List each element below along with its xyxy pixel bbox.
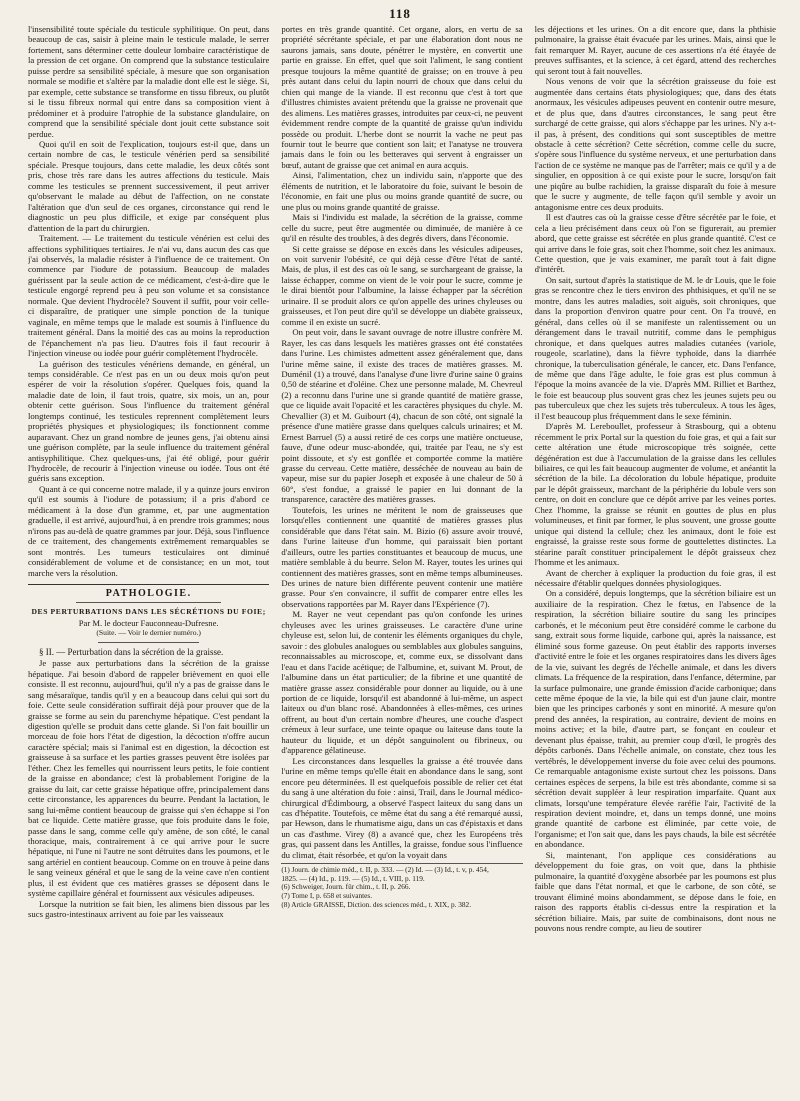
paragraph: Je passe aux perturbations dans la sécrétion de la graisse hépatique. J'ai besoin d'abord de rappeler brièvement en quoi elle consiste. Il est reconnu, aujourd'hui, qu'il n'y a pas de graisse dans le sang mésaraïque, tandis qu'il y en a beaucoup dans celui qui sort du foie. Cette seule considération suffirait déjà pour prouver que de la graisse se forme au sein du parenchyme hépatique. C'est pendant la digestion qu'elle se produit dans cette glande. Si l'on fait bouillir un morceau de foie hors l'état de digestion, la décoction n'offre aucun caractère spécial; mais si l'animal est en digestion, la décoction est graisseuse à sa surface et les parties grasses peuvent être isolées par l'éther. Chez les femelles qui nourrissent leurs petits, le foie contient de la graisse en abondance; c'est là probablement l'origine de la graisse du lait, car cette graisse hépatique offre, principalement dans cette circonstance, les apparences du beurre. Pendant la lactation, le sang lui-même contient beaucoup de graisse qui s'en échappe si l'on bat ce liquide. Cette matière grasse, que fois produite dans le foie, passe dans le sang, comme celle qu'y amène, de son côté, le canal thoracique, mais, contrairement à ce qui arrive pour le sucre hépatique, ni l'une ni l'autre ne sont détruites dans les poumons, et le sang artériel en contient beaucoup. Comme on en trouve à peine dans le sang veineux général et que le sang de la veine cave n'en contient plus, il est évident que ces matières grasses se déposent dans le système capillaire général et fournissent aux vésicules adipeuses. bbox=[28, 658, 270, 899]
column-1 bbox=[28, 24, 269, 1092]
section-divider bbox=[28, 584, 269, 585]
paragraph: Si cette graisse se dépose en excès dans les vésicules adipeuses, on voit survenir l'obésité, ce qui déjà cesse d'être l'état de santé. Mais, de plus, il est des cas où le sang, se surchargeant de graisse, la laisse échapper, comme on vient de le voir pour le sucre, comme je le dirai bientôt pour l'albumine, la laisse échapper par la sécrétion urinaire. Il se produit alors ce qu'on appelle des urines chyleuses ou graisseuses, et l'on peut dire qu'il se développe un diabète graisseux, comme il en existe un sucré. bbox=[281, 243, 523, 327]
column-3 bbox=[535, 24, 776, 1092]
paragraph: Avant de chercher à expliquer la production du foie gras, il est nécessaire d'établir quelques données physiologiques. bbox=[534, 567, 776, 589]
section-heading: PATHOLOGIE. bbox=[105, 588, 192, 600]
paragraph: Les circonstances dans lesquelles la graisse a été trouvée dans l'urine en même temps qu'elle était en abondance dans le sang, sont encore peu déterminées. Il est quelquefois possible de relier cet état du sang à une altération du foie : ainsi, Trail, dans le Journal médico-chirurgical d'Édimbourg, a observé l'aspect laiteux du sang dans un cas d'hépatite. Toutefois, ce même état du sang a été remarqué aussi, par Hewson, dans le rhumatisme aigu, dans un cas d'épistaxis et dans un cas d'asthme. Virey (8) a avancé que, chez les Européens très gras, qui passent dans les Antilles, la graisse, fondue sous l'influence du climat, était résorbée, et qu'on la voyait dans bbox=[281, 755, 523, 860]
paragraph: Nous venons de voir que la sécrétion graisseuse du foie est augmentée dans certains états physiologiques; que, dans des états anormaux, les vésicules adipeuses peuvent en contenir outre mesure, et de plus que, dans d'autres circonstances, le sang peut être surchargé de cette graisse, qui alors s'échappe par les urines. N'y a-t-il pas, à présent, des conditions qui sont susceptibles de mettre obstacle à cette sécrétion? Cette sécrétion, comme celle du sucre, s'opère sous l'influence du système nerveux, et une perturbation dans l'action de ce système ne manque pas de l'arrêter; mais ce qu'il y a de singulier, en opposition à ce qui existe pour le sucre, lorsqu'on fait une piqûre au bulbe rachidien, la graisse disparaît du foie à mesure que le sucre y augmente, de telle façon qu'il semble y avoir un antagonisme entre ces deux produits. bbox=[534, 76, 776, 212]
footnote: (7) Tome I, p. 658 et suivantes. bbox=[281, 891, 373, 901]
paragraph: On a considéré, depuis longtemps, que la sécrétion biliaire est un auxiliaire de la respiration. Chez le fœtus, en l'absence de la respiration, la sécrétion biliaire soutire du sang les principes carbonés, et le méconium peut être considéré comme le carbone du sang, extrait sous forme liquide, carbone qui, après la naissance, est éliminé sous forme gazeuse. On peut établir des rapports inverses d'activité entre le foie et les organes respiratoires dans les divers âges de la vie, suivant les degrés de l'échelle animale, et dans les divers climats. La fréquence de la respiration, dans l'enfance, détermine, par la surface pulmonaire, une grande émission d'acide carbonique; dans cette même époque de la vie, la bile qui est d'un jaune clair, montre bien que les principes carbonés y sont en minorité. A mesure qu'on prend des années, la respiration, au contraire, devient de moins en moins active; et la bile, d'autre part, se fonçant en couleur et devenant plus épaisse, trahit, au premier coup d'œil, le progrès des dépôts carbonés. Dans l'échelle animale, on constate, chez tous les vertébrés, le développement inverse du foie avec celui des poumons. Ce remarquable antagonisme existe surtout chez les poissons. Dans certaines espèces de serpens, la bile est très abondante, comme si sa sécrétion devait suppléer à leur respiration imparfaite. Quant aux climats, lorsqu'une température élevée raréfie l'air, l'activité de la respiration devient moindre, et, dans un temps donné, une moins grande quantité de carbone est éliminée, par cette voie, de l'organisme; et l'on sait que, dans les pays chauds, la bile est sécrétée en abondance. bbox=[534, 588, 776, 850]
paragraph: Il est d'autres cas où la graisse cesse d'être sécrétée par le foie, et cela a lieu précisément dans ceux où l'on se figurerait, au premier abord, que cette graisse est sécrétée en plus grande quantité. C'est ce qui arrive dans le foie gras, soit chez l'homme, soit chez les animaux. Cette question, que je vais examiner, me paraît tout à fait digne d'intérêt. bbox=[534, 212, 776, 275]
paragraph: Si, maintenant, l'on applique ces considérations au développement du foie gras, on voit que, dans la phthisie pulmonaire, la quantité d'oxygène absorbée par les poumons est plus faible que dans l'état normal, et que le carbone, de son côté, se trouvant éliminé moins abondamment, se dépose dans le foie, en raison des rapports établis ci-dessus entre la respiration et la sécrétion biliaire. Mais, par suite de combinaisons, dont nous ne pouvons nous rendre compte, au lieu de soutirer bbox=[534, 849, 776, 933]
article-title: DES PERTURBATIONS DANS LES SÉCRÉTIONS DU FOIE; bbox=[31, 607, 266, 617]
article-continuation-note: (Suite. — Voir le dernier numéro.) bbox=[96, 628, 201, 638]
article-divider bbox=[98, 642, 199, 643]
footnote: (6) Schweiger, Journ. für chim., t. II, p. 266. bbox=[281, 882, 411, 892]
text-columns bbox=[28, 24, 776, 1092]
paragraph: l'insensibilité toute spéciale du testicule syphilitique. On peut, dans beaucoup de cas, saisir à pleine main le testicule malade, le serrer fortement, sans déterminer cette douleur lombaire caractéristique de la pression de cet organe. On comprend que la substance testiculaire puisse perdre sa sensibilité spéciale, à mesure que son organisation normale se modifie et s'altère par la maladie dont elle est le siège. Si, par exemple, cette substance se transforme en tissu fibreux, ou plutôt si le tissu fibreux normal qui entre dans sa composition vient à prédominer et à produire l'atrophie de la substance glandulaire, on comprend que la sensibilité spéciale dont jouit cette substance soit perdue. bbox=[28, 24, 270, 139]
paragraph: D'après M. Lereboullet, professeur à Strasbourg, qui a obtenu récemment le prix Portal sur la question du foie gras, et qui a fait sur cette altération une étude microscopique très soignée, cette dégénération est due à l'accumulation de la graisse dans les cellules biliaires, ce qui les fait beaucoup augmenter de volume, et anéantit la sécrétion de la bile. La décoloration du lobule hépatique, produite par le dépôt graisseux, marchant de la périphérie du lobule vers son centre, on doit en conclure que ce dépôt arrive par les veines portes. Chez l'homme, la graisse se réunit en gouttes de plus en plus volumineuses, et finit par former, le plus souvent, une grosse goutte unique qui distend la cellule; chez les animaux, dont le foie est engraissé, la graisse reste sous forme de gouttelettes distinctes. La stéarine paraît constituer principalement le dépôt graisseux chez l'homme et les animaux. bbox=[534, 421, 776, 568]
paragraph: portes en très grande quantité. Cet organe, alors, en vertu de sa propriété sécrétante spéciale, et par une élaboration dont nous ne saurons jamais, sans doute, pénétrer le mystère, en convertit une partie en graisse. En effet, quel que soit l'aliment, le sang contient presque toujours la même quantité de graisse; on en trouve à peu près autant dans celui du lapin nourri de choux que dans celui du chien qui mange de la viande. Il est reconnu que c'est à tort que d'illustres chimistes avaient prétendu que la graisse ne provenait que des alimens. Les matières grasses, introduites par ceux-ci, ne peuvent évidemment rendre compte de la quantité de graisse qu'un individu possède ou produit. L'herbe dont se nourrit la vache ne peut pas fournir tout le beurre que contient son lait; et l'anatyse ne trouvera jamais dans le foin ou les betteraves qui servent à engraisser un bœuf, autant de graisse que cet animal en aura acquis. bbox=[281, 24, 523, 170]
footnote: (1) Journ. de chimie méd., t. II, p. 333. — (2) Id. — (3) Id., t. v, p. 454, bbox=[281, 865, 489, 875]
paragraph: Quoi qu'il en soit de l'explication, toujours est-il que, dans un certain nombre de cas, le testicule vénérien perd sa sensibilité spéciale. Presque toujours, dans cette maladie, les deux côtés sont pris, chose très rare dans les autres affections du testicule. Mais comme les testicules se prennent successivement, il peut arriver qu'observant le malade au début de l'affection, on ne constate l'altération que d'un seul de ces organes, circonstance qui rend le diagnostic un peu plus difficile, et exige par conséquent plus d'attention de la part du chirurgien. bbox=[28, 138, 270, 233]
section-divider bbox=[76, 602, 221, 603]
paragraph: Lorsque la nutrition se fait bien, les alimens bien dissous par les sucs gastro-intestinaux arrivent au foie par les vaisseaux bbox=[28, 898, 270, 920]
paragraph: Mais si l'individu est malade, la sécrétion de la graisse, comme celle du sucre, peut être augmentée ou diminuée, de manière à ce qu'il en résulte des troubles, à des degrés divers, dans l'économie. bbox=[281, 212, 523, 244]
paragraph: Quant à ce qui concerne notre malade, il y a quinze jours environ qu'il est soumis à l'iodure de potassium; il a pris d'abord ce médicament à la dose d'un gramme, et, par une augmentation graduelle, il est arrivé, aujourd'hui, à en prendre trois grammes; nous n'irons pas au-delà de quatre grammes par jour. Déjà, sous l'influence de ce traitement, des changements extrêmement remarquables se sont montrés. Les tumeurs testiculaires ont diminué considérablement de volume et de consistance; en un mot, tout marche vers la résolution. bbox=[28, 483, 270, 578]
paragraph: On peut voir, dans le savant ouvrage de notre illustre confrère M. Rayer, les cas dans lesquels les matières grasses ont été constatées dans l'urine. Les chimistes admettent assez généralement que, dans l'urine même saine, il existe des traces de matières grasses. M. Duménil (1) a trouvé, dans l'analyse d'une livre d'urine saine 0 grains 0,50 de stéarine et d'oléine. Chez une personne malade, M. Chevreul (2) a reconnu dans l'urine une si grande quantité de matière grasse, que ce liquide avait l'opacité et les caractères physiques du chyle. M. Chevallier (3) et M. Guibourt (4), chacun de son côté, ont signalé la présence d'une matière grasse dans quelques calculs urinaires; et M. Ernest Barruel (5) a aussi retiré de ces corps une matière onctueuse, fauve, d'une odeur musc-abondée, qui, traitée par l'eau, ne s'y est point dissoute, et s'y est gonflée et comportée comme la matière grasse du cerveau. Cette matière, desséchée de nouveau au bain de vapeur, mise sur du papier Joseph et exposée à une chaleur de 50 à 60°, s'est fondue, a graissé le papier en lui donnant de la transparence, caractère des matières grasses. bbox=[281, 327, 523, 505]
column-2 bbox=[281, 24, 522, 1092]
subsection-heading: § II. — Perturbation dans la sécrétion de la graisse. bbox=[39, 646, 224, 657]
paragraph: Ainsi, l'alimentation, chez un individu sain, n'apporte que des éléments de nutrition, et le laboratoire du foie, suivant le besoin de l'économie, en fait une plus ou moins grande quantité de sucre, ou une plus ou moins grande quantité de graisse. bbox=[281, 170, 523, 212]
paragraph: On sait, surtout d'après la statistique de M. le dr Louis, que le foie gras se rencontre chez le tiers environ des phthisiques, et qu'il ne se montre, dans les autres maladies, soit aiguës, soit chroniques, que dans la proportion d'environ quatre pour cent. On l'a trouvé, en général, dans celles où il se manifeste un ralentissement ou un dérangement dans le travail nutritif, comme dans le pemphigus chronique, et dans quelques autres maladies cutanées (variole, rougeole, scarlatine), dans la fièvre typhoïde, dans la diarrhée chronique, la tuberculisation générale, le cancer, etc. Dans l'enfance, de même que dans l'âge adulte, le foie gras est plus commun à l'époque la moins avancée de la vie. D'après MM. Rilliet et Barthez, le foie est beaucoup plus souvent gras chez les jeunes sujets peu ou pas tuberculeux que chez les sujets très tuberculeux. A tous les âges, il l'est beaucoup plus fréquemment dans le sexe féminin. bbox=[534, 274, 776, 421]
footnotes bbox=[281, 863, 522, 909]
article-author: Par M. le docteur Fauconneau-Dufresne. bbox=[78, 617, 219, 628]
page-number: 118 bbox=[389, 6, 411, 21]
paragraph: La guérison des testicules vénériens demande, en général, un temps considérable. Ce n'est pas en un ou deux mois qu'on peut espérer de voir la résolution s'opérer. Quelques fois, quand la maladie date de loin, il faut trois, quatre, six mois, un an, pour obtenir cette guérison. Sous l'influence du traitement général longtemps continué, les testicules reprennent complètement leurs propriétés physiques et physiologiques; ils fonctionnent comme auparavant. Chez un grand nombre de jeunes gens, j'ai obtenu ainsi une guérison complète, par la seule influence du traitement général antisyphilitique. Chez quelques-uns, j'ai été obligé, pour guérir l'hydrocèle, de recourir à l'injection vineuse ou iodée. Tous ont été guéris sans exception. bbox=[28, 358, 270, 484]
paragraph: les déjections et les urines. On a dit encore que, dans la phthisie pulmonaire, la graisse était évacuée par les urines. Mais, ainsi que le fait remarquer M. Rayer, aucune de ces assertions n'a été étayée de preuves suffisantes, et la science, à cet égard, attend des recherches qui seront tout à fait nouvelles. bbox=[534, 24, 776, 76]
footnote: (8) Article GRAISSE, Diction. des sciences méd., t. XIX, p. 382. bbox=[281, 899, 472, 909]
footnote: 1825. — (4) Id., p. 119. — (5) Id., t. VIII, p. 119. bbox=[281, 873, 425, 883]
paragraph: M. Rayer ne veut cependant pas qu'on confonde les urines chyleuses avec les urines graisseuses. Le caractère d'une urine chyleuse est, selon lui, de contenir les éléments organiques du chyle, savoir : des globules analogues ou semblables aux globules sanguins, reconnaissables au microscope, et, comme eux, se dissolvant dans l'eau et dans l'acide acétique; de l'albumine, et, suivant M. Prout, de l'albumine dans un état particulier; de la fibrine et une quantité de matière grasse assez considérable pour donner au liquide, ou à une portion de ce liquide, lorsqu'il est abandonné à lui-même, un aspect laiteux ou d'un blanc rosé. Abandonnées à elles-mêmes, ces urines offrent, au bout d'un certain nombre d'heures, une couche d'aspect crémeux à leur surface, une teinte opaque ou laiteuse dans toute la hauteur du liquide, et un dépôt sanguinolent ou fibrineux, ou d'apparence gélatineuse. bbox=[281, 609, 523, 756]
paragraph: Toutefois, les urines ne méritent le nom de graisseuses que lorsqu'elles contiennent une quantité de matières grasses plus considérable que dans l'état sain. M. Bizio (6) assure avoir trouvé, dans l'urine laiteuse d'un homme, qui paraissait bien portant d'ailleurs, outre les parties constituantes et beaucoup de mucus, une matière semblable à du beurre. Selon M. Rayer, toutes les urines qui contiennent des matières grasses, sont en même temps albumineuses. Des urines de nature bien différente peuvent contenir une matière grasse. Pour s'en convaincre, il suffit de comparer entre elles les observations rapportées par M. Rayer dans l'Expérience (7). bbox=[281, 504, 523, 609]
paragraph: Traitement. — Le traitement du testicule vénérien est celui des affections syphilitiques tertiaires. Je n'ai vu, dans aucun des cas que j'ai observés, la maladie résister à l'influence de ce traitement. On commence par l'iodure de potassium. Beaucoup de malades guérissent par la seule action de ce médicament, c'est-à-dire que le testicule engorgé reprend peu à peu son volume et sa consistance normale. Que devient l'hydrocèle? Souvent il suffit, pour voir celle-ci disparaître, de pratiquer une simple ponction de la tunique vaginale, en même temps que le malade est soumis à l'influence du traitement général. Dans la moitié des cas au moins la reproduction de l'épanchement n'a pas lieu. D'autres fois il faut recourir à l'injection vineuse ou iodée pour guérir complètement l'hydrocèle. bbox=[28, 233, 270, 359]
